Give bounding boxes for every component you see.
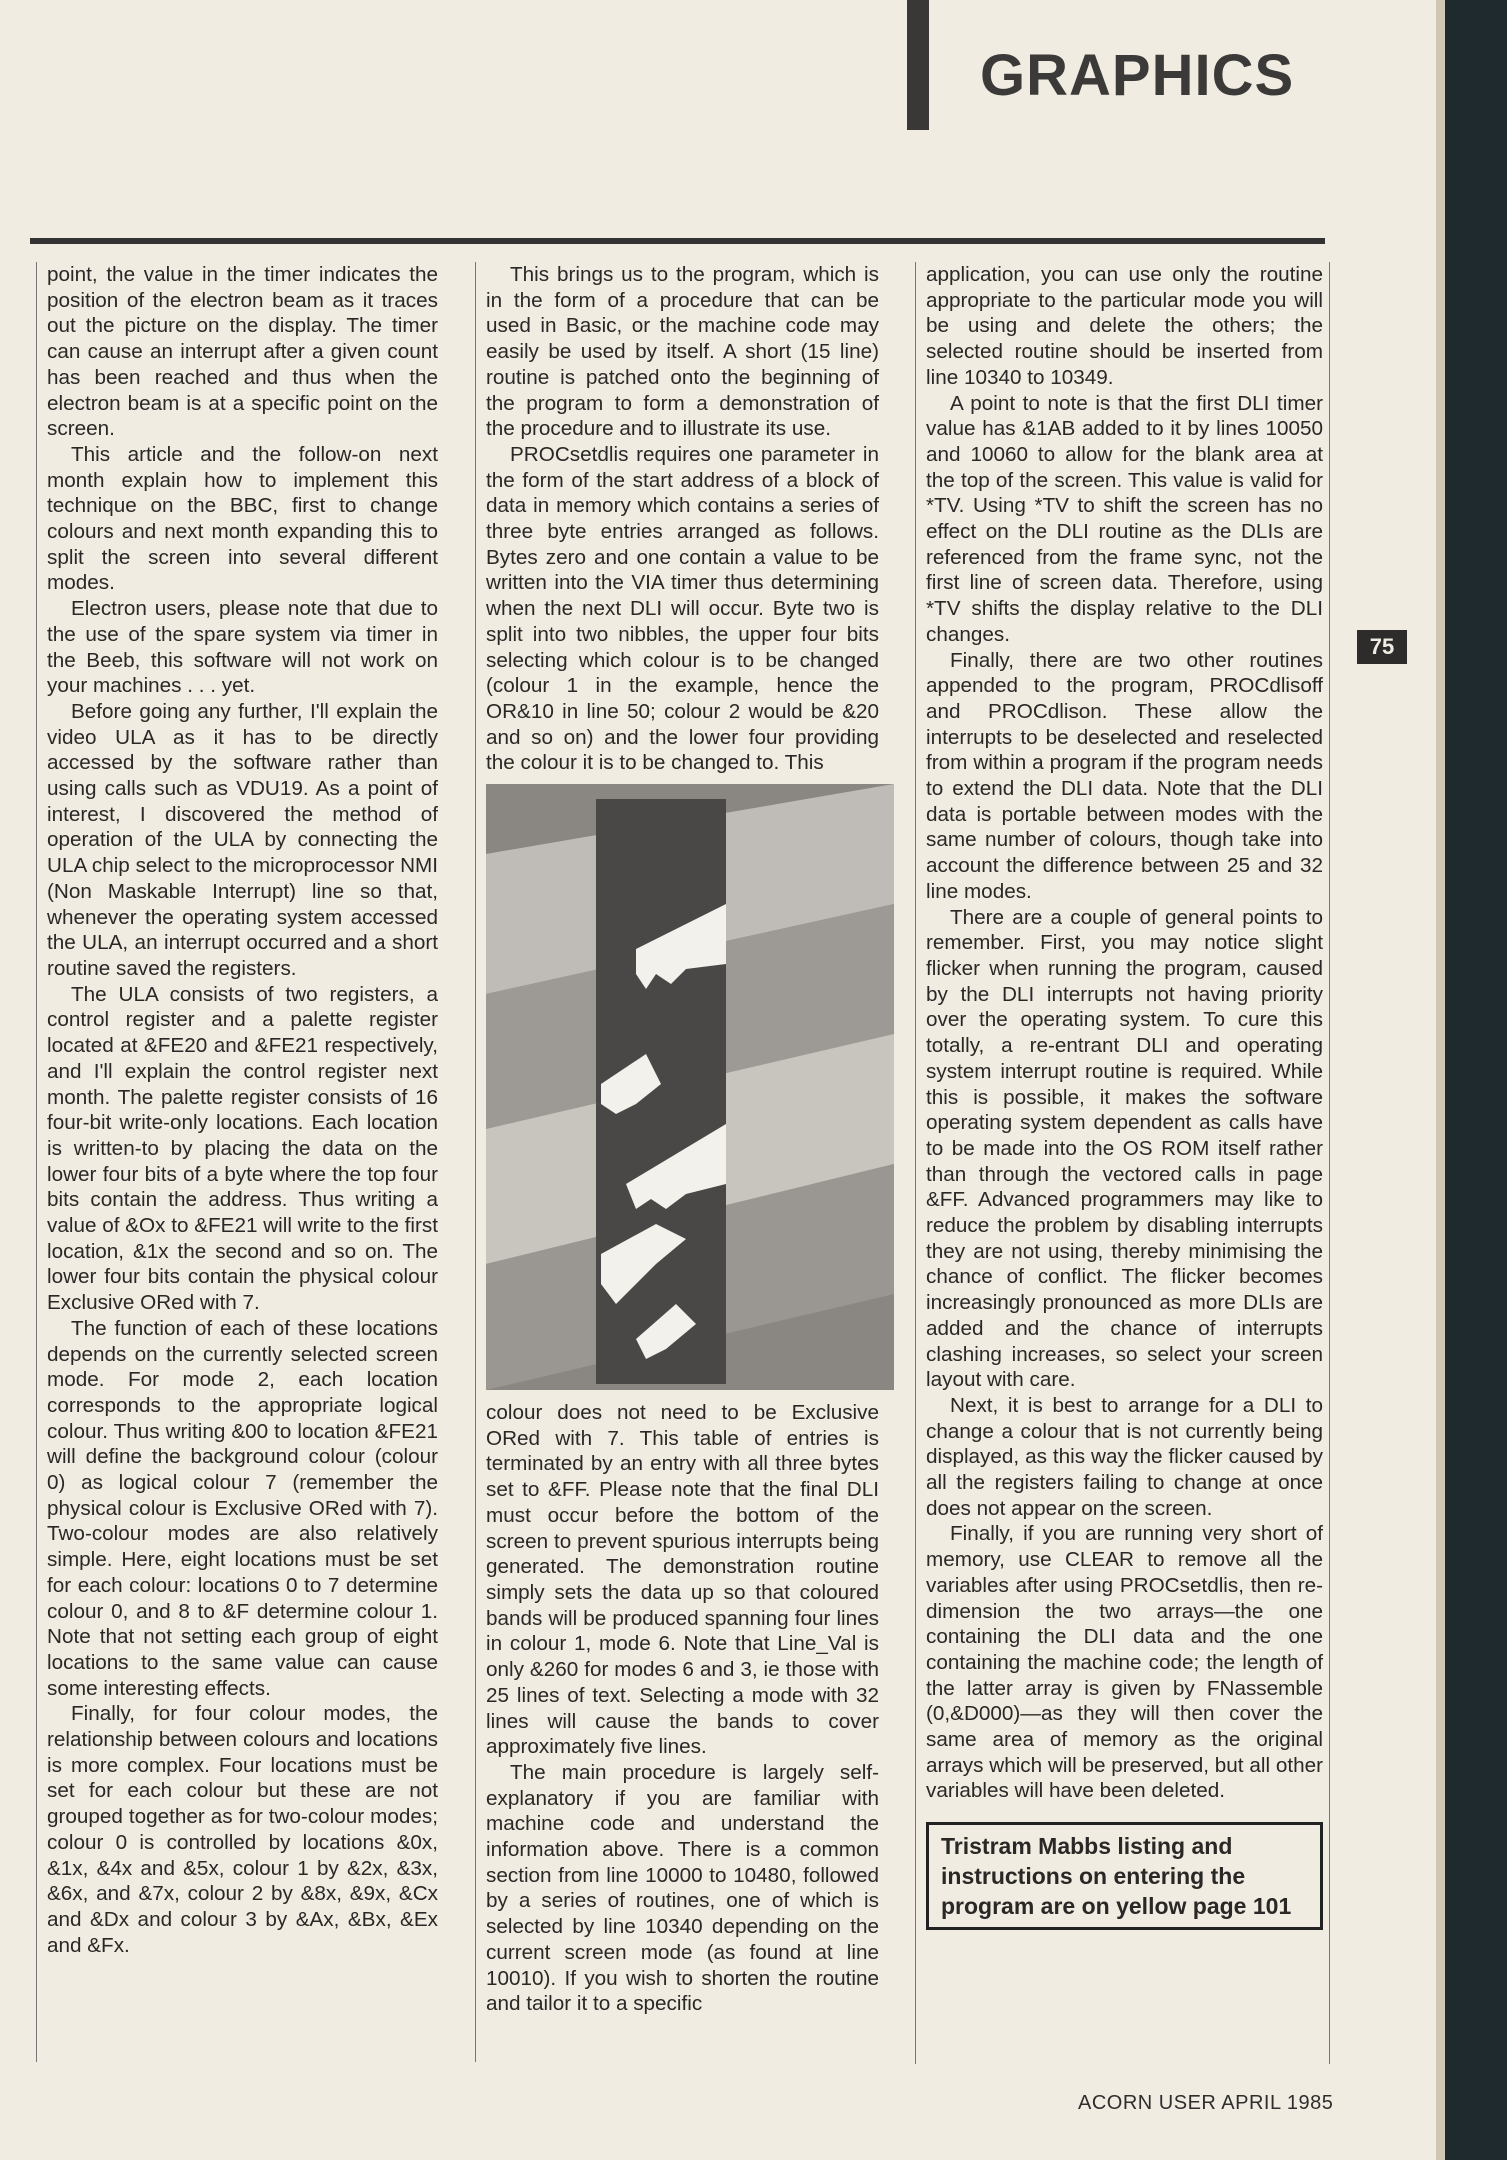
paragraph: Finally, there are two other routines appended to the program, PROCdlisoff and PROCdlison. These allow the interrupts to be deselected and reselected from within a program if the program needs to extend the DLI data. Note that the DLI data is portable between modes with the same number of colours, though take into account the difference between 25 and 32 line modes.	[926, 648, 1323, 903]
column-2	[475, 262, 885, 2062]
paragraph: application, you can use only the routine appropriate to the particular mode you will be using and delete the others; the selected routine should be inserted from line 10340 to 10349.	[926, 263, 1323, 389]
column-1	[36, 262, 444, 2062]
listing-callout: Tristram Mabbs listing and instructions on entering the program are on yellow page 101	[926, 1822, 1323, 1930]
paragraph: This brings us to the program, which is in the form of a procedure that can be used in Basic, or the machine code may easily be used by itself. A short (15 line) routine is patched onto the beginning of the program to form a demonstration of the procedure and to illustrate its use.	[486, 263, 879, 441]
paragraph: This article and the follow-on next month explain how to implement this technique on the BBC, first to change colours and next month expanding this to split the screen into several different modes.	[47, 442, 438, 595]
paragraph: Electron users, please note that due to the use of the spare system via timer in the Beeb, this software will not work on your machines . . . yet.	[47, 597, 438, 698]
paragraph: A point to note is that the first DLI timer value has &1AB added to it by lines 10050 and 10060 to allow for the blank area at the top of the screen. This value is valid for *TV. Using *TV to shift the screen has no effect on the DLI routine as the DLIs are referenced from the frame sync, not the first line of screen data. Therefore, using *TV shifts the display relative to the DLI changes.	[926, 391, 1323, 646]
column-3	[915, 262, 1330, 2064]
colour-bands-figure	[486, 784, 894, 1390]
paragraph: There are a couple of general points to remember. First, you may notice slight flicker when running the program, caused by the DLI interrupts not having priority over the operating system. To cure this totally, a re-entrant DLI and operating system interrupt routine is required. While this is possible, it makes the software operating system dependent as calls have to be made into the OS ROM itself rather than through the vectored calls in page &FF. Advanced programmers may like to reduce the problem by disabling interrupts they are not using, thereby minimising the chance of conflict. The flicker becomes increasingly pronounced as more DLIs are added and the chance of interrupts clashing increases, so select your screen layout with care.	[926, 905, 1323, 1392]
paragraph: Finally, for four colour modes, the relationship between colours and locations is more complex. Four locations must be set for each colour but these are not grouped together as for two-colour modes; colour 0 is controlled by locations &0x, &1x, &4x and &5x, colour 1 by &2x, &3x, &6x, and &7x, colour 2 by &8x, &9x, &Cx and &Dx and colour 3 by &Ax, &Bx, &Ex and &Fx.	[47, 1702, 438, 1957]
section-title: GRAPHICS	[980, 43, 1295, 108]
footer-credit: ACORN USER APRIL 1985	[1078, 2092, 1334, 2114]
paragraph: colour does not need to be Exclusive ORed with 7. This table of entries is terminated by an entry with all three bytes set to &FF. Please note that the final DLI must occur before the bottom of the screen to prevent spurious interrupts being generated. The demonstration routine simply sets the data up so that coloured bands will be produced spanning four lines in colour 1, mode 6. Note that Line_Val is only &260 for modes 6 and 3, ie those with 25 lines of text. Selecting a mode with 32 lines will cause the bands to cover approximately five lines.	[486, 1401, 879, 1759]
paragraph: PROCsetdlis requires one parameter in the form of the start address of a block of data in memory which contains a series of three byte entries arranged as follows. Bytes zero and one contain a value to be written into the VIA timer thus determining when the next DLI will occur. Byte two is split into two nibbles, the upper four bits selecting which colour is to be changed (colour 1 in the example, hence the OR&10 in line 50; colour 2 would be &20 and so on) and the lower four providing the colour it is to be changed to. This	[486, 442, 879, 775]
paragraph: Finally, if you are running very short of memory, use CLEAR to remove all the variables after using PROCsetdlis, then re-dimension the two arrays—the one containing the DLI data and the one containing the machine code; the length of the latter array is given by FNassemble (0,&D000)—as they will then cover the same area of memory as the original arrays which will be preserved, but all other variables will have been deleted.	[926, 1522, 1323, 1803]
header-block	[907, 0, 929, 130]
paragraph: point, the value in the timer indicates the position of the electron beam as it traces out the picture on the display. The timer can cause an interrupt after a given count has been reached and thus when the electron beam is at a specific point on the screen.	[47, 263, 438, 441]
paragraph: The function of each of these locations depends on the currently selected screen mode. For mode 2, each location corresponds to the appropriate logical colour. Thus writing &00 to location &FE21 will define the background colour (colour 0) as logical colour 7 (remember the physical colour is Exclusive ORed with 7). Two-colour modes are also relatively simple. Here, eight locations must be set for each colour: locations 0 to 7 determine colour 0, and 8 to &F determine colour 1. Note that not setting each group of eight locations to the same value can cause some interesting effects.	[47, 1316, 438, 1700]
paragraph: The main procedure is largely self-explanatory if you are familiar with machine code and understand the information above. There is a common section from line 10000 to 10480, followed by a series of routines, one of which is selected by line 10340 depending on the current screen mode (as found at line 10010). If you wish to shorten the routine and tailor it to a specific	[486, 1760, 879, 2016]
header-rule	[30, 238, 1325, 244]
paragraph: The ULA consists of two registers, a control register and a palette register located at &FE20 and &FE21 respectively, and I'll explain the control register next month. The palette register consists of 16 four-bit write-only locations. Each location is written-to by placing the data on the lower four bits of a byte where the top four bits contain the address. Thus writing a value of &Ox to &FE21 will write to the first location, &1x the second and so on. The lower four bits contain the physical colour Exclusive ORed with 7.	[47, 982, 438, 1315]
paragraph: Before going any further, I'll explain the video ULA as it has to be directly accessed by the software rather than using calls such as VDU19. As a point of interest, I discovered the method of operation of the ULA by connecting the ULA chip select to the microprocessor NMI (Non Maskable Interrupt) line so that, whenever the operating system accessed the ULA, an interrupt occurred and a short routine saved the registers.	[47, 699, 438, 980]
page-number-tab: 75	[1357, 630, 1407, 664]
paragraph: Next, it is best to arrange for a DLI to change a colour that is not currently being displayed, as this way the flicker caused by all the registers failing to change at once does not appear on the screen.	[926, 1393, 1323, 1520]
page-binding	[1445, 0, 1507, 2160]
